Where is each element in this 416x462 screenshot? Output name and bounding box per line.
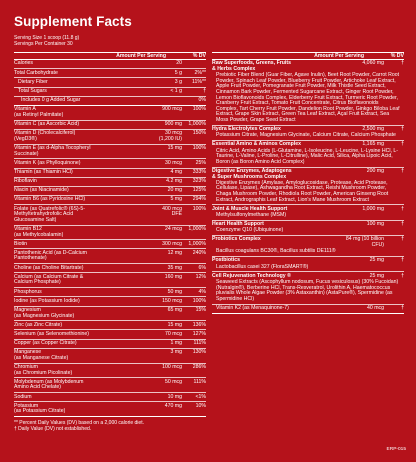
nutrient-name: Copper (as Copper Citrate) bbox=[14, 340, 77, 347]
nutrient-list bbox=[14, 60, 206, 417]
nutrient-dv: 12% bbox=[195, 273, 206, 280]
nutrient-row bbox=[14, 178, 206, 187]
nutrient-name: Chromium (as Chromium Picolinate) bbox=[14, 363, 73, 376]
nutrient-row bbox=[14, 88, 206, 97]
blend-row bbox=[212, 60, 404, 126]
nutrient-amount: 30 mcg bbox=[164, 159, 182, 166]
nutrient-dv: 127% bbox=[192, 330, 206, 337]
nutrient-row bbox=[14, 321, 206, 330]
blend-amount: 84 mg (10 billion CFU) bbox=[345, 236, 384, 249]
nutrient-name: Selenium (as Selenomethionine) bbox=[14, 330, 89, 337]
nutrient-dv: 100% bbox=[192, 205, 206, 212]
nutrient-dv: 4% bbox=[198, 288, 206, 295]
nutrient-amount: 900 mcg bbox=[162, 106, 182, 113]
nutrient-dv: 323% bbox=[192, 178, 206, 185]
nutrient-name: Dietary Fiber bbox=[18, 78, 48, 85]
blend-row-top bbox=[212, 306, 404, 312]
nutrient-dv: 100% bbox=[192, 144, 206, 151]
blend-name: Probiotics Complex bbox=[212, 236, 261, 243]
nutrient-name: Total Sugars bbox=[18, 87, 47, 94]
blend-dv: † bbox=[401, 272, 404, 279]
blend-name: Heart Health Support bbox=[212, 221, 264, 228]
nutrient-row bbox=[14, 78, 206, 87]
blend-amount: 40 mcg bbox=[366, 304, 384, 311]
nutrient-name: Biotin bbox=[14, 240, 27, 247]
nutrient-amount: 470 mg bbox=[164, 402, 182, 409]
blend-amount: 25 mg bbox=[369, 257, 384, 264]
blend-row bbox=[212, 126, 404, 141]
nutrient-dv: 294% bbox=[192, 196, 206, 203]
supplement-facts-title: Supplement Facts bbox=[14, 14, 132, 29]
nutrient-name: Potassium (as Potassium Citrate) bbox=[14, 402, 66, 415]
right-facts-column bbox=[212, 52, 404, 314]
blend-dv: † bbox=[401, 141, 404, 148]
blend-row bbox=[212, 168, 404, 206]
nutrient-amount: 35 mg bbox=[167, 264, 182, 271]
nutrient-name: Vitamin A (as Retinyl Palmitate) bbox=[14, 106, 64, 118]
blend-ingredients: Seaweed Extracts (Ascophyllum nodosum, Fucus vesiculosus) (30% Fucoidan) (Nutralgin®), Berberine HCl, Trans-Resveratrol, Urolithin A, Haematococcus pluvialis Whole Algae Powder (3% Astaxanthin) (AstaPure®), Spermidine (as Spermidine HCl) bbox=[216, 278, 399, 302]
nutrient-row bbox=[14, 364, 206, 379]
nutrient-dv: 15% bbox=[195, 306, 206, 313]
nutrient-dv: 1,000% bbox=[188, 121, 206, 128]
nutrient-amount: 15 mg bbox=[167, 321, 182, 328]
nutrient-dv: 136% bbox=[192, 321, 206, 328]
nutrient-amount: 3 g bbox=[174, 78, 182, 85]
nutrient-dv: † bbox=[203, 87, 206, 94]
nutrient-dv: 100% bbox=[192, 297, 206, 304]
nutrient-row bbox=[14, 340, 206, 349]
nutrient-row bbox=[14, 393, 206, 402]
nutrient-name: Molybdenum (as Molybdenum Amino Acid Chelate) bbox=[14, 378, 84, 391]
nutrient-dv: 1,000% bbox=[188, 240, 206, 247]
blend-row bbox=[212, 236, 404, 257]
nutrient-name: Vitamin B12 (as Methylcobalamin) bbox=[14, 225, 64, 238]
nutrient-row bbox=[14, 130, 206, 145]
nutrient-name: Manganese (as Manganese Citrate) bbox=[14, 349, 69, 361]
blend-name: Postbiotics bbox=[212, 257, 240, 264]
nutrient-dv: 125% bbox=[192, 187, 206, 194]
nutrient-amount: 100 mcg bbox=[162, 363, 182, 370]
nutrient-dv: 150% bbox=[192, 130, 206, 137]
nutrient-name: Vitamin D (Cholecalciferol) (VegD3®) bbox=[14, 130, 76, 142]
nutrient-dv: 130% bbox=[192, 349, 206, 356]
blend-dv: † bbox=[401, 60, 404, 67]
nutrient-amount: 3 mg bbox=[170, 349, 182, 356]
blend-row-top bbox=[212, 169, 404, 180]
nutrient-amount: 12 mg bbox=[167, 249, 182, 256]
blend-amount: 2,500 mg bbox=[362, 126, 384, 133]
nutrient-amount: 20 mg bbox=[167, 187, 182, 194]
blend-ingredients: Prebiotic Fiber Blend (Guar Fiber, Agave Inulin), Beet Root Powder, Carrot Root Powder, Spinach Leaf Powder, Blueberry Fruit Powder, Artichoke Leaf Extract, Apple Fruit Powder, Pomegranate Fruit Powder, Milk Thistle Seed Extract, Cinnamon Bark Powder, Fermented Sugarcane Extract, Ginger Root Powder, Lemon Bioflavonoids Complex, Elderberry Fruit Extract, Turmeric Root Powder, Cranberry Fruit Extract, Tomato Fruit Concentrate, Citrus Bioflavonoids Complex, Tart Cherry Fruit Powder, Dandelion Root Powder, Ginkgo Biloba Leaf Extract, Grape Skin Extract, Green Tea Leaf Extract, Açaí Fruit Extract, Sea Moss Powder, Grape Seed Extract bbox=[216, 72, 400, 123]
footnote-dv: ** Percent Daily Values (DV) based on a 2,000 calorie diet. bbox=[14, 420, 144, 427]
footnote-not-established: † Daily Value (DV) not established. bbox=[14, 426, 92, 433]
nutrient-dv: 2%** bbox=[194, 69, 206, 76]
nutrient-dv: 1,000% bbox=[188, 225, 206, 232]
nutrient-row bbox=[14, 169, 206, 178]
nutrient-row bbox=[14, 273, 206, 288]
nutrient-row bbox=[14, 349, 206, 364]
nutrient-row bbox=[14, 240, 206, 249]
nutrient-row bbox=[14, 330, 206, 339]
serving-info bbox=[14, 35, 79, 48]
nutrient-amount: 50 mg bbox=[167, 288, 182, 295]
nutrient-row bbox=[14, 226, 206, 241]
blend-row bbox=[212, 272, 404, 304]
footnotes bbox=[14, 417, 206, 432]
nutrient-dv: 100% bbox=[192, 106, 206, 113]
nutrient-row bbox=[14, 378, 206, 393]
blend-dv: † bbox=[401, 236, 404, 243]
blend-amount: 100 mg bbox=[366, 221, 384, 228]
nutrient-row bbox=[14, 97, 206, 106]
blend-dv: † bbox=[401, 205, 404, 212]
blend-list bbox=[212, 60, 404, 314]
blend-ingredients: Methylsulfonylmethane (MSM) bbox=[216, 211, 287, 218]
nutrient-amount: 20 bbox=[176, 60, 182, 67]
nutrient-dv: 111% bbox=[193, 340, 206, 347]
blend-row-top bbox=[212, 237, 404, 248]
left-facts-column bbox=[14, 52, 206, 432]
nutrient-name: Calories bbox=[14, 60, 34, 67]
nutrient-row bbox=[14, 106, 206, 121]
nutrient-amount: 1 mg bbox=[170, 340, 182, 347]
nutrient-amount: 900 mg bbox=[164, 121, 182, 128]
nutrient-name: Choline (as Choline Bitartrate) bbox=[14, 264, 84, 271]
blend-amount: 1,165 mg bbox=[362, 141, 384, 148]
nutrient-row bbox=[14, 159, 206, 168]
nutrient-amount: < 1 g bbox=[170, 87, 182, 94]
amount-per-serving-header-right: Amount Per Serving bbox=[314, 53, 364, 59]
nutrient-name: Sodium bbox=[14, 393, 32, 400]
blend-ingredients: Bacillus coagulans BC30®, Bacillus subtilis DE111® bbox=[216, 248, 336, 255]
blend-amount: 200 mg bbox=[366, 168, 384, 174]
amount-per-serving-header: Amount Per Serving bbox=[116, 53, 166, 59]
product-code: ERP-015 bbox=[386, 447, 406, 452]
nutrient-name: Vitamin K (as Phylloquinone) bbox=[14, 159, 81, 166]
nutrient-name: Riboflavin bbox=[14, 178, 37, 185]
nutrient-dv: 240% bbox=[192, 249, 206, 256]
blend-amount: 25 mg bbox=[369, 272, 384, 279]
blend-dv: † bbox=[401, 126, 404, 133]
blend-name: Hydra Electrolytes Complex bbox=[212, 126, 281, 133]
nutrient-row bbox=[14, 297, 206, 306]
nutrient-amount: 4 mg bbox=[170, 168, 182, 175]
blend-amount: 1,000 mg bbox=[362, 205, 384, 212]
nutrient-dv: 0% bbox=[198, 97, 206, 104]
blend-ingredients: Potassium Citrate, Magnesium Glycinate, Calcium Citrate, Calcium Phosphate bbox=[216, 132, 396, 139]
nutrient-name: Vitamin C (as Ascorbic Acid) bbox=[14, 121, 80, 128]
blend-row bbox=[212, 221, 404, 236]
nutrient-amount: 5 mg bbox=[170, 196, 182, 203]
nutrient-amount: 5 g bbox=[174, 69, 182, 76]
blend-row bbox=[212, 257, 404, 272]
nutrient-row bbox=[14, 145, 206, 160]
nutrient-name: Vitamin E (as d-Alpha Tocopheryl Succinate) bbox=[14, 144, 91, 157]
blend-dv: † bbox=[401, 304, 404, 311]
blend-name: Cell Rejuvenation Technology ® bbox=[212, 272, 291, 279]
nutrient-row bbox=[14, 196, 206, 205]
nutrient-amount: 15 mg bbox=[167, 144, 182, 151]
blend-dv: † bbox=[401, 257, 404, 264]
nutrient-dv: 11%** bbox=[191, 78, 206, 85]
nutrient-dv: 333% bbox=[192, 168, 206, 175]
nutrient-row bbox=[14, 249, 206, 264]
nutrient-dv: 6% bbox=[198, 264, 206, 271]
nutrient-amount: 30 mcg (1,200 IU) bbox=[158, 130, 182, 142]
nutrient-row bbox=[14, 402, 206, 417]
nutrient-name: Total Carbohydrate bbox=[14, 69, 58, 76]
nutrient-row bbox=[14, 187, 206, 196]
right-column-header bbox=[212, 52, 404, 60]
blend-ingredients: Lactobacillus casei 327 (FloraSMART®) bbox=[216, 263, 309, 270]
nutrient-name: Folate (as Quatrefolic® (6S)-5- Methyltetrahydrofolic Acid Glucosamine Salt) bbox=[14, 205, 85, 223]
nutrient-amount: 10 mg bbox=[167, 393, 182, 400]
blend-ingredients: Digestive Enzymes (Amylase, Amyloglucosidase, Protease, Acid Protease, Cellulase, Lipase), Ashwagandha Root Extract, Reishi Mushroom Powder, Chaga Mushroom Powder, Rhodiola Root Powder, American Ginseng Root Extract, Andrographis Leaf Extract, Lion's Mane Mushroom Extract bbox=[216, 179, 389, 203]
nutrient-amount: 160 mg bbox=[164, 273, 182, 280]
dv-header-right: % DV bbox=[390, 53, 404, 59]
blend-row bbox=[212, 205, 404, 220]
nutrient-amount: 24 mcg bbox=[164, 225, 182, 232]
blend-name: Joint & Muscle Health Support bbox=[212, 205, 288, 212]
blend-ingredients: Coenzyme Q10 (Ubiquinone) bbox=[216, 227, 284, 234]
blend-name: Raw Superfoods, Greens, Fruits & Herbs Complex bbox=[212, 60, 291, 72]
nutrient-row bbox=[14, 69, 206, 78]
blend-row-top bbox=[212, 61, 404, 72]
blend-ingredients: Citric Acid, Amino Acids (L-Glutamine, L-Isoleucine, L-Leucine, L-Lysine HCl, L-Taurine, L-Valine, L-Proline, L-Citrulline), Malic Acid, Silica, Alpha Lipoic Acid, Boron (as Boron Amino Acid Complex) bbox=[216, 147, 399, 165]
nutrient-amount: 4.2 mg bbox=[166, 178, 182, 185]
nutrient-name: Calcium (as Calcium Citrate & Calcium Phosphate) bbox=[14, 273, 84, 286]
blend-name: Vitamin K2 (as Menaquinone-7) bbox=[216, 304, 289, 311]
nutrient-amount: 300 mcg bbox=[162, 240, 182, 247]
nutrient-amount: 50 mcg bbox=[164, 378, 182, 385]
nutrient-amount: 70 mcg bbox=[164, 330, 182, 337]
nutrient-name: Includes 0 g Added Sugar bbox=[21, 97, 81, 104]
nutrient-name: Pantothenic Acid (as D-Calcium Pantothenate) bbox=[14, 249, 87, 262]
nutrient-name: Niacin (as Niacinamide) bbox=[14, 187, 69, 194]
blend-row bbox=[212, 141, 404, 168]
nutrient-row bbox=[14, 205, 206, 225]
nutrient-amount: 400 mcg DFE bbox=[162, 205, 182, 218]
blend-dv: † bbox=[401, 221, 404, 228]
dv-header: % DV bbox=[192, 53, 206, 59]
servings-per-container: Servings Per Container 30 bbox=[14, 41, 73, 48]
nutrient-row bbox=[14, 288, 206, 297]
nutrient-amount: 150 mcg bbox=[162, 297, 182, 304]
blend-amount: 4,060 mg bbox=[362, 60, 384, 67]
blend-dv: † bbox=[401, 168, 404, 174]
nutrient-dv: <1% bbox=[195, 393, 206, 400]
nutrient-row bbox=[14, 60, 206, 69]
serving-size: Serving Size 1 scoop (11.8 g) bbox=[14, 35, 80, 41]
nutrient-name: Thiamin (as Thiamin HCl) bbox=[14, 168, 73, 175]
nutrient-dv: 10% bbox=[195, 402, 206, 409]
blend-row bbox=[212, 305, 404, 314]
nutrient-name: Iodine (as Potassium Iodide) bbox=[14, 297, 80, 304]
blend-name: Essential Amino & Aminos Complex bbox=[212, 141, 301, 148]
nutrient-dv: 286% bbox=[192, 363, 206, 370]
nutrient-row bbox=[14, 264, 206, 273]
blend-name: Digestive Enzymes, Adaptogens & Super Mushrooms Complex bbox=[212, 168, 292, 180]
nutrient-name: Magnesium (as Magnesium Glycinate) bbox=[14, 306, 75, 319]
nutrient-name: Zinc (as Zinc Citrate) bbox=[14, 321, 63, 328]
left-column-header bbox=[14, 52, 206, 60]
nutrient-dv: 25% bbox=[195, 159, 206, 166]
nutrient-amount: 65 mg bbox=[167, 306, 182, 313]
nutrient-name: Vitamin B6 (as Pyridoxine HCl) bbox=[14, 196, 86, 203]
nutrient-row bbox=[14, 121, 206, 130]
nutrient-name: Phosphorus bbox=[14, 288, 42, 295]
nutrient-row bbox=[14, 307, 206, 322]
nutrient-dv: 111% bbox=[193, 378, 206, 385]
